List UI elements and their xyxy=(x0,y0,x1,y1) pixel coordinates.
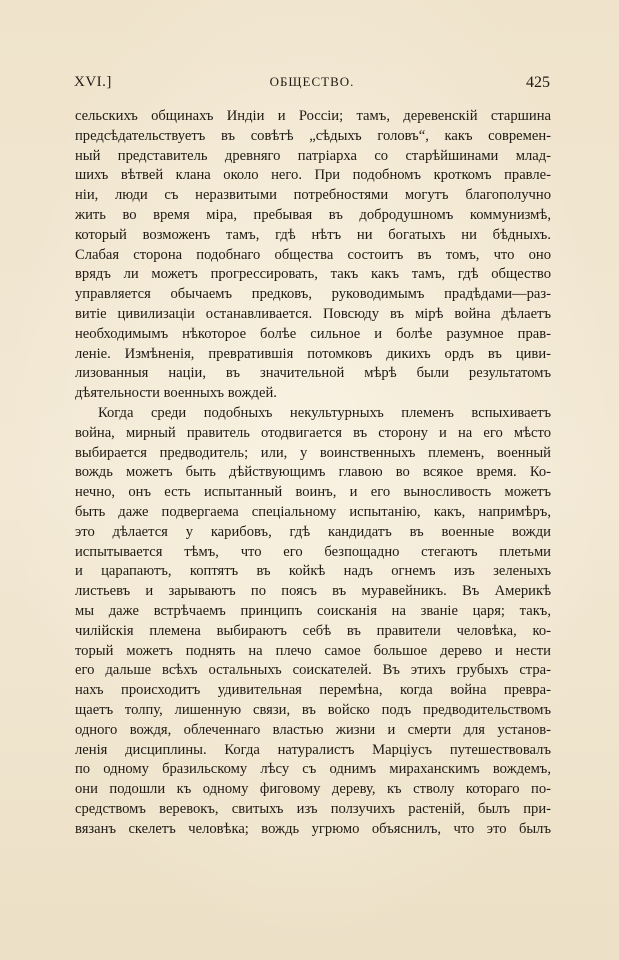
text-line: вязанъ скелетъ человѣка; вождь угрюмо объяснилъ, что это былъ xyxy=(75,820,551,837)
paragraph-first-line: Когда среди подобныхъ некультурныхъ племенъ вспыхиваетъ xyxy=(98,404,551,421)
text-line: испытывается тѣмъ, что его безпощадно стегаютъ плетьми xyxy=(75,543,551,560)
text-line: ніи, люди съ неразвитыми потребностями могутъ благополучно xyxy=(75,187,551,204)
text-line: сельскихъ общинахъ Индіи и Россіи; тамъ, деревенскій старшина xyxy=(75,108,551,124)
text-line: Слабая сторона подобнаго общества состоитъ въ томъ, что оно xyxy=(75,246,551,263)
text-line: управляется обычаемъ предковъ, руководимымъ прадѣдами—раз- xyxy=(75,286,551,303)
text-line: торый можетъ поднять на плечо самое большое дерево и нести xyxy=(75,642,551,659)
text-line: необходимымъ нѣкоторое болѣе сильное и болѣе разумное прав- xyxy=(75,325,551,342)
text-line: они подошли къ одному фиговому дереву, къ стволу котораго по- xyxy=(75,781,551,798)
running-title: ОБЩЕСТВО. xyxy=(269,74,355,89)
text-line: листьевъ и зарываютъ по поясъ въ муравейникъ. Въ Америкѣ xyxy=(75,583,551,600)
text-line: витіе цивилизаціи останавливается. Повсюду въ мірѣ война дѣлаетъ xyxy=(75,305,551,322)
chapter-marker: XVI.] xyxy=(74,74,112,90)
text-line: война, мирный правитель отодвигается въ сторону и на его мѣсто xyxy=(75,424,551,441)
text-line: мы даже встрѣчаемъ принципъ соисканія на званіе царя; такъ, xyxy=(75,602,551,619)
text-line: щаетъ толпу, лишенную связи, въ войско подъ предводительствомъ xyxy=(75,701,551,718)
text-line: одного вождя, облеченнаго властью жизни и смерти для установ- xyxy=(75,721,551,738)
text-line: выбирается предводитель; или, у воинственныхъ племенъ, военный xyxy=(75,444,551,461)
text-line: его дальше всѣхъ остальныхъ соискателей. Въ этихъ грубыхъ стра- xyxy=(75,662,551,679)
text-line: лизованныя націи, въ значительной мѣрѣ были результатомъ xyxy=(75,365,551,382)
text-line: предсѣдательствуетъ въ совѣтѣ „сѣдыхъ головъ“, какъ современ- xyxy=(75,127,551,144)
text-line: шихъ вѣтвей клана около него. При подобномъ кроткомъ правле- xyxy=(75,167,551,184)
text-line: нахъ происходитъ удивительная перемѣна, когда война превра- xyxy=(75,682,551,699)
text-line: чилійскія племена выбираютъ себѣ въ правители человѣка, ко- xyxy=(75,622,551,639)
text-line: нечно, онъ есть испытанный воинъ, и его выносливость можетъ xyxy=(75,484,551,501)
text-line: ный представитель древняго патріарха со старѣйшинами млад- xyxy=(75,147,551,164)
text-line: врядъ ли можетъ прогрессировать, такъ какъ тамъ, гдѣ общество xyxy=(75,266,551,283)
text-line: леніе. Измѣненія, превратившія потомковъ дикихъ ордъ въ циви- xyxy=(75,345,551,362)
text-line: средствомъ веревокъ, свитыхъ изъ ползучихъ растеній, былъ при- xyxy=(75,800,551,817)
text-line: который возможенъ тамъ, гдѣ нѣтъ ни богатыхъ ни бѣдныхъ. xyxy=(75,226,551,243)
text-line: быть даже подвергаема спеціальному испытанію, какъ, напримѣръ, xyxy=(75,503,551,520)
body-text xyxy=(75,107,551,839)
text-line: ленія дисциплины. Когда натуралистъ Марціусъ путешествовалъ xyxy=(75,741,551,758)
running-header xyxy=(74,74,550,96)
text-line: вождь можетъ быть дѣйствующимъ главою во всякое время. Ко- xyxy=(75,464,551,481)
paragraph-end-line: дѣятельности военныхъ вождей. xyxy=(75,385,277,402)
page-number: 425 xyxy=(526,74,550,91)
text-line: жить во время міра, пребывая въ добродушномъ коммунизмѣ, xyxy=(75,206,551,223)
text-line: это дѣлается у карибовъ, гдѣ кандидатъ въ военные вожди xyxy=(75,523,551,540)
text-line: по одному бразильскому лѣсу съ однимъ мираханскимъ вождемъ, xyxy=(75,761,551,778)
text-line: и царапаютъ, коптятъ въ койкѣ надъ огнемъ изъ зеленыхъ xyxy=(75,563,551,580)
